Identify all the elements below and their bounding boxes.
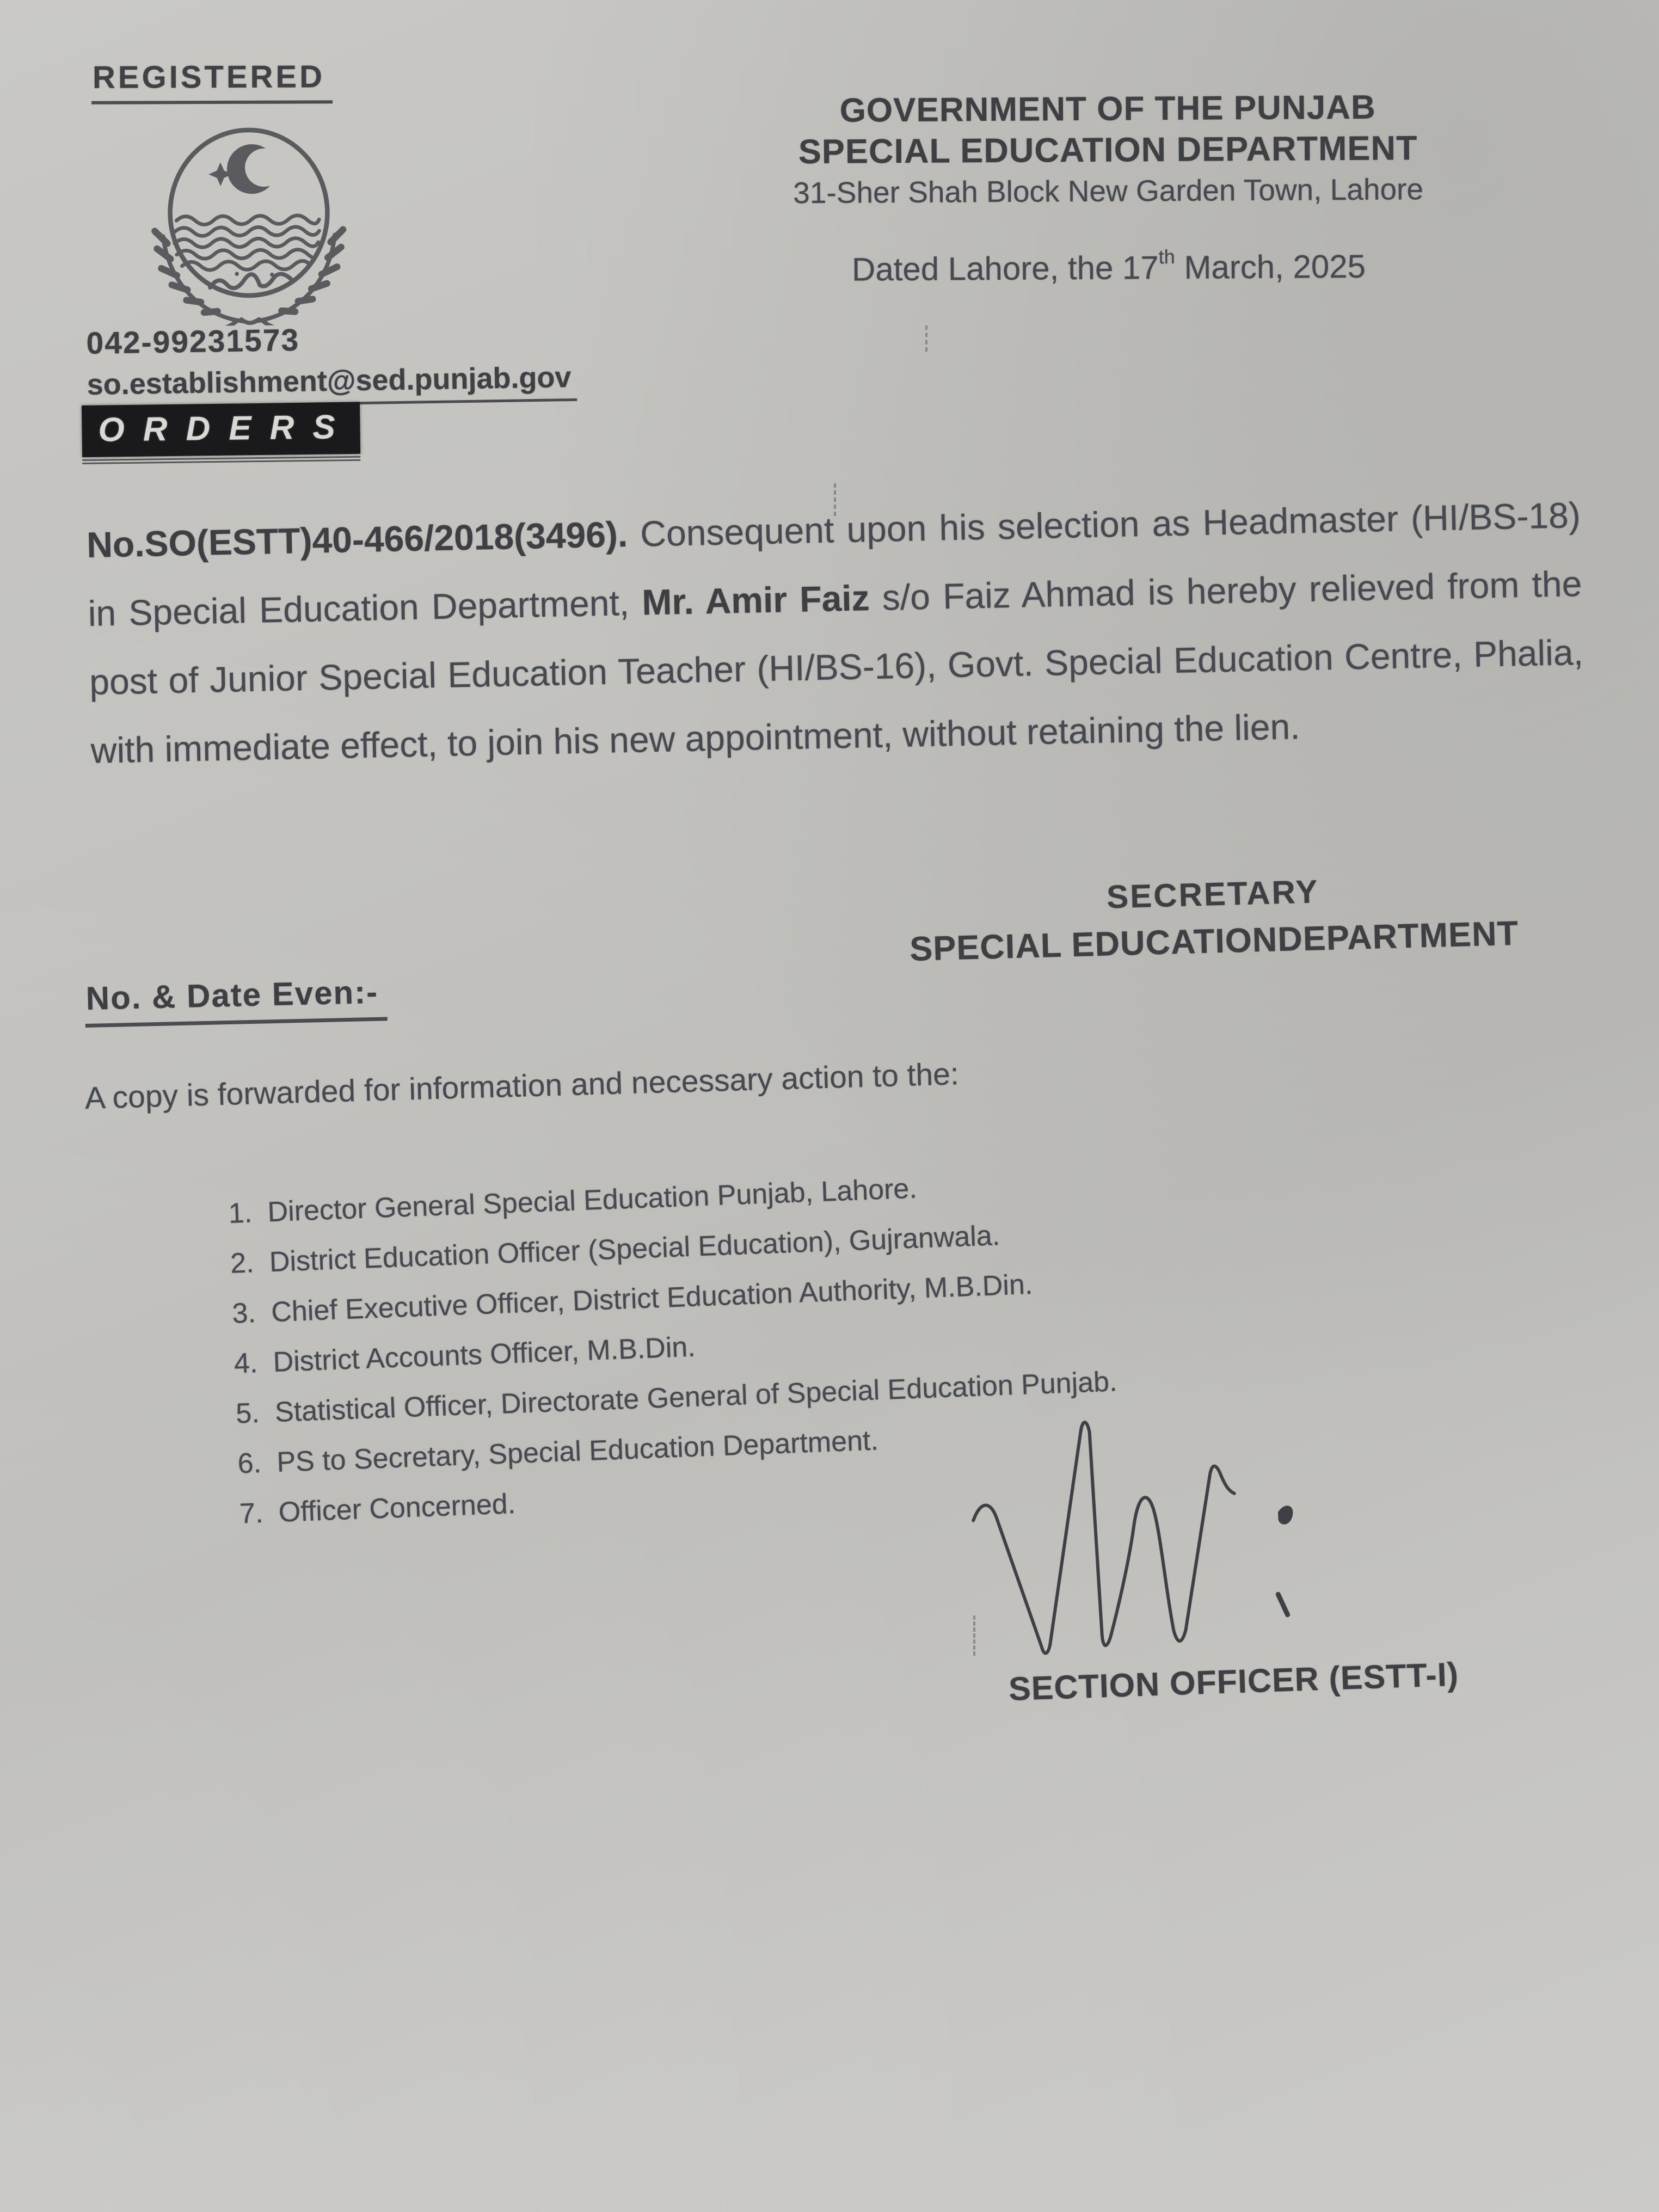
order-text-after-name: s/o Faiz Ahmad is hereby relieved from the post of Junior Special Education Teacher (HI/BS-16), Govt. Special Education Centre, Phalia, with immediate effect, to join his new appointment, without retaining the lien. — [89, 563, 1584, 771]
list-item: 3. Chief Executive Officer, District Education Authority, M.B.Din. — [263, 1244, 1441, 1337]
orders-heading — [82, 402, 361, 464]
handwritten-signature — [950, 1379, 1384, 1687]
registered-stamp: REGISTERED — [91, 58, 333, 105]
officer-name: Mr. Amir Faiz — [641, 577, 870, 623]
order-number: No.SO(ESTT)40-466/2018(3496). — [86, 514, 628, 565]
punjab-government-crest-icon — [105, 118, 395, 327]
order-body-paragraph — [86, 481, 1586, 785]
phone-number: 042-99231573 — [86, 322, 300, 361]
department-address: 31-Sher Shah Block New Garden Town, Lahore — [793, 172, 1424, 210]
forwarding-note: A copy is forwarded for information and necessary action to the: — [84, 1056, 960, 1116]
date-suffix: March, 2025 — [1175, 248, 1366, 286]
list-item: 6. PS to Secretary, Special Education Department. — [268, 1394, 1446, 1488]
list-item: 4. District Accounts Officer, M.B.Din. — [265, 1294, 1442, 1387]
list-item: 5. Statistical Officer, Directorate General of Special Education Punjab. — [266, 1344, 1444, 1437]
contact-block — [86, 318, 577, 409]
order-text-before-name: Consequent upon his selection as Headmaster (HI/BS-18) in Special Education Department, — [88, 494, 1581, 634]
list-item: 1. Director General Special Education Punjab, Lahore. — [259, 1145, 1437, 1238]
signature-scribble-icon — [950, 1379, 1384, 1687]
government-title: GOVERNMENT OF THE PUNJAB — [839, 88, 1376, 130]
orders-heading-label: ORDERS — [82, 402, 360, 457]
signatory-block — [846, 862, 1581, 974]
date-prefix: Dated Lahore, the 17 — [851, 249, 1159, 288]
list-item: 2. District Education Officer (Special Education), Gujranwala. — [261, 1194, 1439, 1287]
signatory-department: SPECIAL EDUCATIONDEPARTMENT — [909, 914, 1519, 968]
scan-artifact — [925, 325, 927, 352]
scan-artifact — [973, 1615, 975, 1656]
email-address: so.establishment@sed.punjab.gov — [87, 360, 577, 409]
signatory-title: SECRETARY — [1106, 873, 1320, 915]
date-ordinal-suffix: th — [1158, 245, 1175, 268]
memo-number-label: No. & Date Even:- — [84, 973, 388, 1028]
letterhead — [724, 87, 1492, 289]
list-item: 7. Officer Concerned. — [270, 1445, 1448, 1538]
scan-artifact — [834, 483, 836, 516]
section-officer-title: SECTION OFFICER (ESTT-I) — [1008, 1655, 1460, 1707]
punjab-government-logo — [105, 118, 395, 327]
letter-date — [725, 243, 1492, 289]
department-title: SPECIAL EDUCATION DEPARTMENT — [798, 129, 1418, 171]
